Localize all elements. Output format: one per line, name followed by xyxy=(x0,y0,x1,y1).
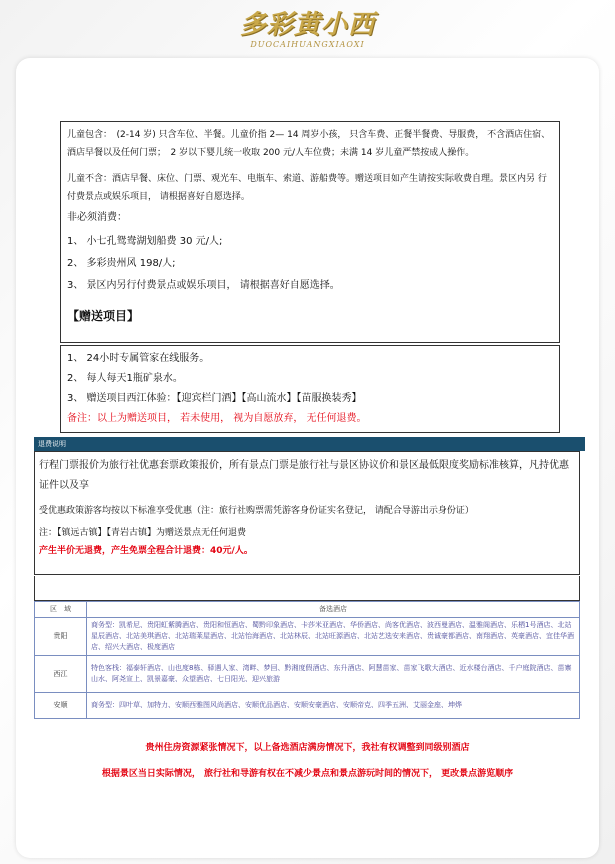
header-hotel: 备选酒店 xyxy=(87,602,580,618)
refund-text-3: 注：【镇远古镇】【青岩古镇】为赠送景点无任何退费 xyxy=(39,528,247,538)
region-cell: 西江 xyxy=(35,656,87,693)
brand-subtitle: DUOCAIHUANGXIAOXI xyxy=(250,40,365,49)
gift-title: 【赠送项目】 xyxy=(67,309,140,323)
must-item-1: 1、 小七孔鸳鸯湖划船费 30 元/人; xyxy=(67,236,223,247)
gift-box xyxy=(60,345,560,433)
gift-note: 备注：以上为赠送项目， 若未使用， 视为自愿放弃， 无任何退费。 xyxy=(67,413,367,424)
empty-row xyxy=(34,576,580,601)
brand-name: 多彩黄小西 xyxy=(239,10,375,40)
hotels-cell: 特色客栈：福泰轩酒店、山也度8栋、驿遇人家、湾畔、梦回、黔湘度假酒店、东升酒店、阿慧苗家、苗家飞歌大酒店、近水楼台酒店、千户庭院酒店、苗寨山水、阿尧宣上、凯景嘉豪、众望酒店、七日阳光、迎兴旅游 xyxy=(87,656,580,693)
refund-text-4: 产生半价无退费，产生免票全程合计退费：40元/人。 xyxy=(39,546,253,556)
table-row xyxy=(35,618,580,656)
gift-item-1: 1、 24小时专属管家在线服务。 xyxy=(67,353,210,364)
hotels-cell: 商务型：四叶草、加特力、安顺西雅图风尚酒店、安顺优品酒店、安顺安豪酒店、安顺帝克、四季五洲、艾丽金座、坤烨 xyxy=(87,693,580,719)
must-item-3: 3、 景区内另行付费景点或娱乐项目， 请根据喜好自愿选择。 xyxy=(67,280,340,291)
child-include-text: 儿童包含： (2-14 岁) 只含车位、半餐。儿童价指 2— 14 周岁小孩， 只含车费、正餐半餐费、导服费， 不含酒店住宿、酒店早餐以及任何门票； 2 岁以下婴儿统一收取 200 元/人车位费；未满 14 岁儿童严禁按成人操作。 xyxy=(67,130,551,158)
hotel-table-header xyxy=(35,602,580,618)
child-exclude-text: 儿童不含：酒店早餐、床位、门票、观光车、电瓶车、索道、游船费等。赠送项目如产生请按实际收费自理。景区内另 行付费景点或娱乐项目， 请根据喜好自愿选择。 xyxy=(67,174,547,202)
region-cell: 安顺 xyxy=(35,693,87,719)
hotel-table xyxy=(34,601,580,719)
region-cell: 贵阳 xyxy=(35,618,87,656)
table-row xyxy=(35,656,580,693)
brand-logo xyxy=(0,10,615,50)
gift-item-2: 2、 每人每天1瓶矿泉水。 xyxy=(67,373,183,384)
hotels-cell: 商务型：凯希尼、贵阳虹紫腾酒店、贵阳和恒酒店、蜀黔印象酒店、卡莎米亚酒店、华侨酒店、尚客优酒店、波西曼酒店、温雅阁酒店、乐栖1号酒店、北站星辰酒店、北站美琪酒店、北站瑞莱屋酒店、北站怡海酒店、北站林辰、北站旺源酒店、北站艺选安来酒店、贵诚豪都酒店、南翔酒店、英豪酒店、宜佳华酒店、绍兴大酒店、极度酒店 xyxy=(87,618,580,656)
child-policy-box xyxy=(60,121,560,343)
must-item-2: 2、 多彩贵州风 198/人; xyxy=(67,258,176,269)
refund-header-bar: 退费说明 xyxy=(34,437,585,451)
table-row xyxy=(35,693,580,719)
refund-text-2: 受优惠政策游客均按以下标准享受优惠（注：旅行社购票需凭游客身份证实名登记， 请配合导游出示身份证） xyxy=(39,506,474,516)
refund-text-1: 行程门票报价为旅行社优惠套票政策报价，所有景点门票是旅行社与景区协议价和景区最低限度奖励标准核算，凡持优惠证件以及享 xyxy=(39,460,569,491)
hotel-adjust-note: 贵州住房资源紧张情况下，以上备选酒店满房情况下，我社有权调整到同级别酒店 xyxy=(145,743,470,753)
gift-item-3: 3、 赠送项目西江体验：【迎宾栏门酒】【高山流水】【苗服换装秀】 xyxy=(67,393,362,404)
itinerary-order-note: 根据景区当日实际情况， 旅行社和导游有权在不减少景点和景点游玩时间的情况下， 更改景点游览顺序 xyxy=(101,769,514,779)
refund-box xyxy=(34,451,580,575)
header-region: 区 域 xyxy=(35,602,87,618)
must-title: 非必须消费： xyxy=(67,212,127,223)
